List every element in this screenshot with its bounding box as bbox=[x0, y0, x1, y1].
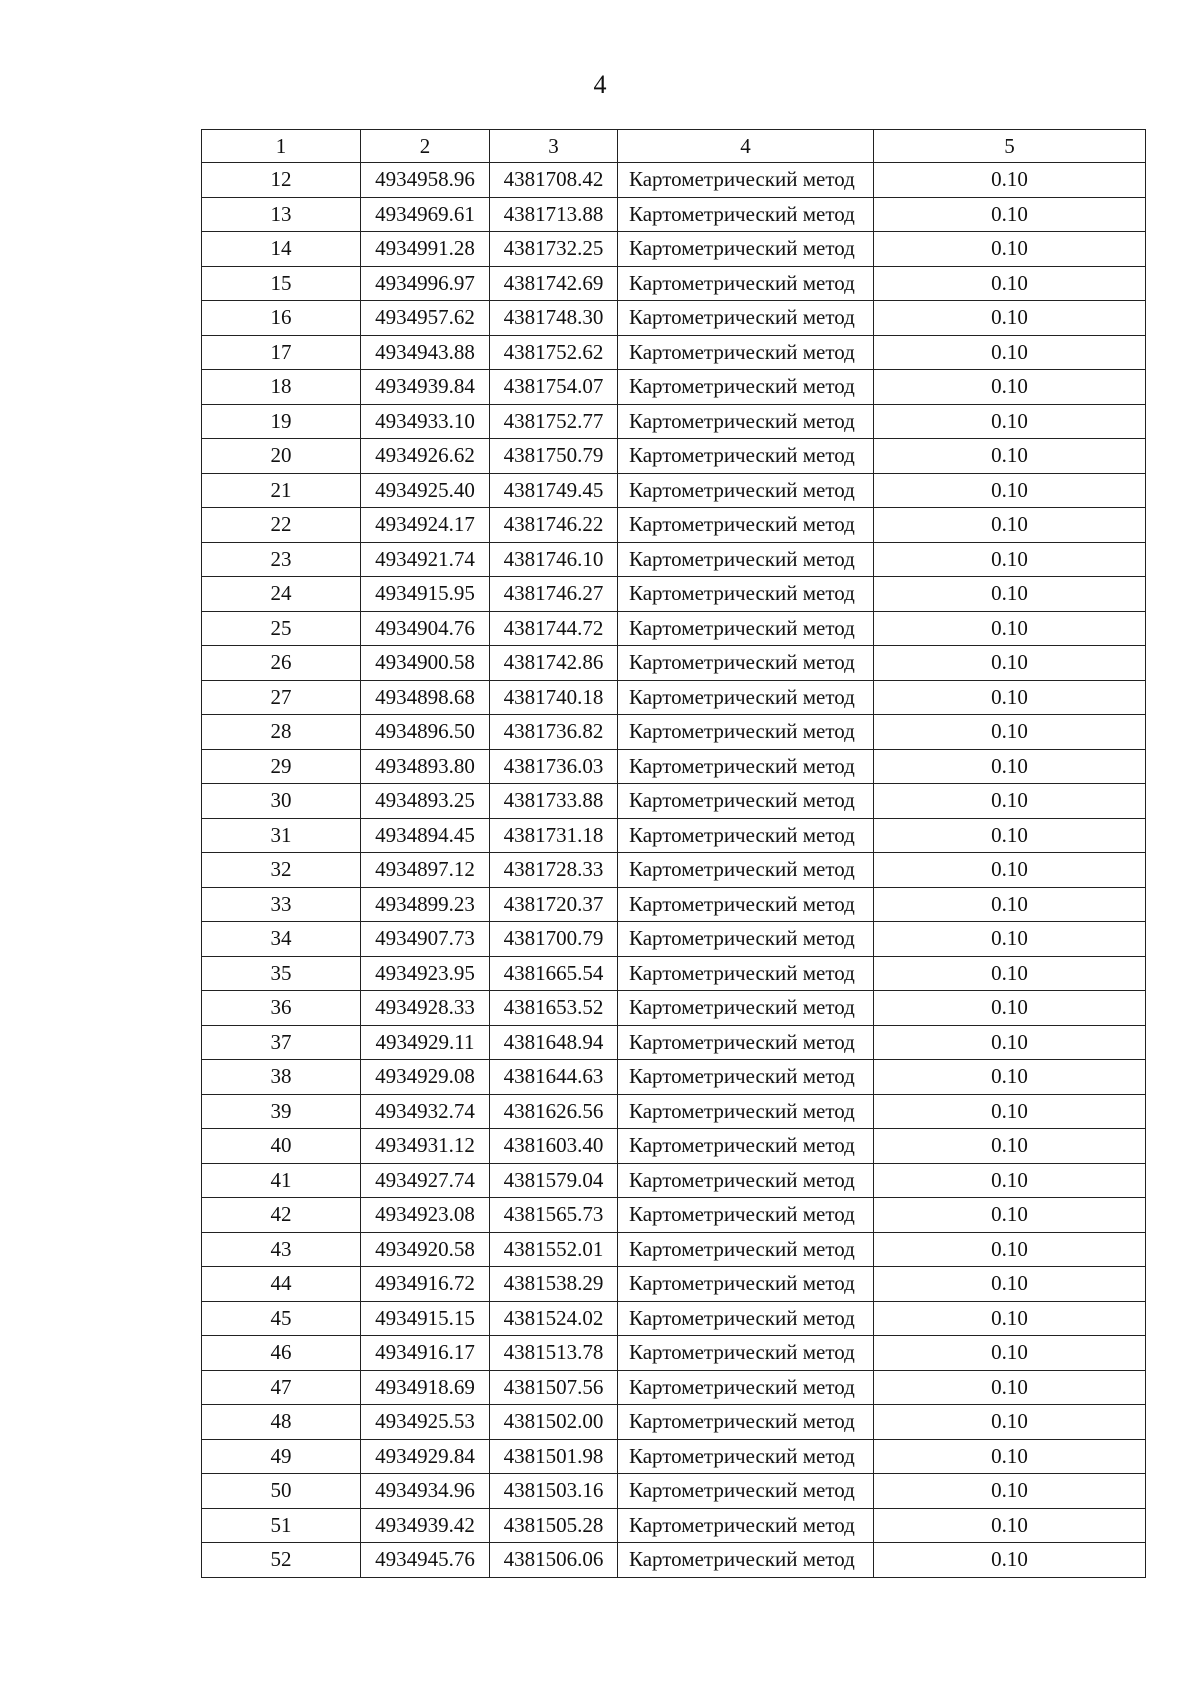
accuracy-cell: 0.10 bbox=[874, 266, 1146, 301]
y-coordinate-cell: 4381752.62 bbox=[490, 335, 618, 370]
x-coordinate-cell: 4934928.33 bbox=[361, 991, 490, 1026]
accuracy-cell: 0.10 bbox=[874, 473, 1146, 508]
accuracy-cell: 0.10 bbox=[874, 749, 1146, 784]
method-cell: Картометрический метод bbox=[618, 1060, 874, 1095]
accuracy-cell: 0.10 bbox=[874, 818, 1146, 853]
accuracy-cell: 0.10 bbox=[874, 1370, 1146, 1405]
accuracy-cell: 0.10 bbox=[874, 1267, 1146, 1302]
y-coordinate-cell: 4381503.16 bbox=[490, 1474, 618, 1509]
table-row bbox=[202, 301, 1146, 336]
y-coordinate-cell: 4381507.56 bbox=[490, 1370, 618, 1405]
method-cell: Картометрический метод bbox=[618, 473, 874, 508]
x-coordinate-cell: 4934932.74 bbox=[361, 1094, 490, 1129]
point-number-cell: 47 bbox=[202, 1370, 361, 1405]
accuracy-cell: 0.10 bbox=[874, 577, 1146, 612]
x-coordinate-cell: 4934896.50 bbox=[361, 715, 490, 750]
method-cell: Картометрический метод bbox=[618, 1232, 874, 1267]
method-cell: Картометрический метод bbox=[618, 1025, 874, 1060]
coordinates-table bbox=[201, 129, 1146, 1578]
method-cell: Картометрический метод bbox=[618, 1543, 874, 1578]
y-coordinate-cell: 4381700.79 bbox=[490, 922, 618, 957]
method-cell: Картометрический метод bbox=[618, 715, 874, 750]
y-coordinate-cell: 4381744.72 bbox=[490, 611, 618, 646]
y-coordinate-cell: 4381746.10 bbox=[490, 542, 618, 577]
x-coordinate-cell: 4934929.84 bbox=[361, 1439, 490, 1474]
y-coordinate-cell: 4381665.54 bbox=[490, 956, 618, 991]
point-number-cell: 38 bbox=[202, 1060, 361, 1095]
method-cell: Картометрический метод bbox=[618, 818, 874, 853]
method-cell: Картометрический метод bbox=[618, 370, 874, 405]
accuracy-cell: 0.10 bbox=[874, 439, 1146, 474]
method-cell: Картометрический метод bbox=[618, 1198, 874, 1233]
point-number-cell: 44 bbox=[202, 1267, 361, 1302]
x-coordinate-cell: 4934918.69 bbox=[361, 1370, 490, 1405]
y-coordinate-cell: 4381731.18 bbox=[490, 818, 618, 853]
table-row bbox=[202, 1405, 1146, 1440]
table-row bbox=[202, 1163, 1146, 1198]
point-number-cell: 51 bbox=[202, 1508, 361, 1543]
column-header-4: 4 bbox=[618, 130, 874, 163]
x-coordinate-cell: 4934991.28 bbox=[361, 232, 490, 267]
method-cell: Картометрический метод bbox=[618, 611, 874, 646]
point-number-cell: 14 bbox=[202, 232, 361, 267]
point-number-cell: 27 bbox=[202, 680, 361, 715]
point-number-cell: 12 bbox=[202, 163, 361, 198]
point-number-cell: 31 bbox=[202, 818, 361, 853]
column-header-2: 2 bbox=[361, 130, 490, 163]
x-coordinate-cell: 4934921.74 bbox=[361, 542, 490, 577]
table-row bbox=[202, 680, 1146, 715]
accuracy-cell: 0.10 bbox=[874, 922, 1146, 957]
method-cell: Картометрический метод bbox=[618, 232, 874, 267]
x-coordinate-cell: 4934925.53 bbox=[361, 1405, 490, 1440]
point-number-cell: 22 bbox=[202, 508, 361, 543]
table-row bbox=[202, 887, 1146, 922]
point-number-cell: 15 bbox=[202, 266, 361, 301]
table-row bbox=[202, 266, 1146, 301]
accuracy-cell: 0.10 bbox=[874, 542, 1146, 577]
x-coordinate-cell: 4934933.10 bbox=[361, 404, 490, 439]
accuracy-cell: 0.10 bbox=[874, 404, 1146, 439]
table-row bbox=[202, 784, 1146, 819]
y-coordinate-cell: 4381736.03 bbox=[490, 749, 618, 784]
table-row bbox=[202, 646, 1146, 681]
y-coordinate-cell: 4381603.40 bbox=[490, 1129, 618, 1164]
table-row bbox=[202, 749, 1146, 784]
table-row bbox=[202, 991, 1146, 1026]
x-coordinate-cell: 4934904.76 bbox=[361, 611, 490, 646]
table-row bbox=[202, 1336, 1146, 1371]
table-row bbox=[202, 1232, 1146, 1267]
accuracy-cell: 0.10 bbox=[874, 1129, 1146, 1164]
method-cell: Картометрический метод bbox=[618, 266, 874, 301]
method-cell: Картометрический метод bbox=[618, 163, 874, 198]
method-cell: Картометрический метод bbox=[618, 1474, 874, 1509]
point-number-cell: 42 bbox=[202, 1198, 361, 1233]
y-coordinate-cell: 4381653.52 bbox=[490, 991, 618, 1026]
point-number-cell: 35 bbox=[202, 956, 361, 991]
method-cell: Картометрический метод bbox=[618, 749, 874, 784]
table-row bbox=[202, 1439, 1146, 1474]
x-coordinate-cell: 4934939.84 bbox=[361, 370, 490, 405]
x-coordinate-cell: 4934899.23 bbox=[361, 887, 490, 922]
y-coordinate-cell: 4381648.94 bbox=[490, 1025, 618, 1060]
y-coordinate-cell: 4381750.79 bbox=[490, 439, 618, 474]
x-coordinate-cell: 4934924.17 bbox=[361, 508, 490, 543]
x-coordinate-cell: 4934920.58 bbox=[361, 1232, 490, 1267]
point-number-cell: 17 bbox=[202, 335, 361, 370]
accuracy-cell: 0.10 bbox=[874, 1508, 1146, 1543]
point-number-cell: 46 bbox=[202, 1336, 361, 1371]
y-coordinate-cell: 4381524.02 bbox=[490, 1301, 618, 1336]
accuracy-cell: 0.10 bbox=[874, 508, 1146, 543]
y-coordinate-cell: 4381742.86 bbox=[490, 646, 618, 681]
method-cell: Картометрический метод bbox=[618, 1508, 874, 1543]
method-cell: Картометрический метод bbox=[618, 853, 874, 888]
accuracy-cell: 0.10 bbox=[874, 646, 1146, 681]
y-coordinate-cell: 4381502.00 bbox=[490, 1405, 618, 1440]
y-coordinate-cell: 4381708.42 bbox=[490, 163, 618, 198]
method-cell: Картометрический метод bbox=[618, 508, 874, 543]
table-header-row bbox=[202, 130, 1146, 163]
x-coordinate-cell: 4934958.96 bbox=[361, 163, 490, 198]
point-number-cell: 26 bbox=[202, 646, 361, 681]
y-coordinate-cell: 4381538.29 bbox=[490, 1267, 618, 1302]
accuracy-cell: 0.10 bbox=[874, 956, 1146, 991]
method-cell: Картометрический метод bbox=[618, 1267, 874, 1302]
accuracy-cell: 0.10 bbox=[874, 301, 1146, 336]
table-row bbox=[202, 1370, 1146, 1405]
method-cell: Картометрический метод bbox=[618, 887, 874, 922]
x-coordinate-cell: 4934916.17 bbox=[361, 1336, 490, 1371]
table-row bbox=[202, 163, 1146, 198]
method-cell: Картометрический метод bbox=[618, 1439, 874, 1474]
method-cell: Картометрический метод bbox=[618, 1336, 874, 1371]
point-number-cell: 34 bbox=[202, 922, 361, 957]
y-coordinate-cell: 4381732.25 bbox=[490, 232, 618, 267]
accuracy-cell: 0.10 bbox=[874, 335, 1146, 370]
x-coordinate-cell: 4934898.68 bbox=[361, 680, 490, 715]
method-cell: Картометрический метод bbox=[618, 404, 874, 439]
accuracy-cell: 0.10 bbox=[874, 1163, 1146, 1198]
point-number-cell: 40 bbox=[202, 1129, 361, 1164]
x-coordinate-cell: 4934926.62 bbox=[361, 439, 490, 474]
accuracy-cell: 0.10 bbox=[874, 163, 1146, 198]
table-row bbox=[202, 1094, 1146, 1129]
method-cell: Картометрический метод bbox=[618, 197, 874, 232]
method-cell: Картометрический метод bbox=[618, 301, 874, 336]
point-number-cell: 16 bbox=[202, 301, 361, 336]
table-row bbox=[202, 439, 1146, 474]
point-number-cell: 25 bbox=[202, 611, 361, 646]
y-coordinate-cell: 4381746.27 bbox=[490, 577, 618, 612]
x-coordinate-cell: 4934900.58 bbox=[361, 646, 490, 681]
accuracy-cell: 0.10 bbox=[874, 1232, 1146, 1267]
y-coordinate-cell: 4381720.37 bbox=[490, 887, 618, 922]
table-row bbox=[202, 922, 1146, 957]
table-row bbox=[202, 577, 1146, 612]
table-row bbox=[202, 715, 1146, 750]
table-row bbox=[202, 404, 1146, 439]
table-row bbox=[202, 1129, 1146, 1164]
y-coordinate-cell: 4381644.63 bbox=[490, 1060, 618, 1095]
x-coordinate-cell: 4934915.95 bbox=[361, 577, 490, 612]
table-row bbox=[202, 818, 1146, 853]
y-coordinate-cell: 4381552.01 bbox=[490, 1232, 618, 1267]
point-number-cell: 39 bbox=[202, 1094, 361, 1129]
x-coordinate-cell: 4934893.80 bbox=[361, 749, 490, 784]
x-coordinate-cell: 4934894.45 bbox=[361, 818, 490, 853]
x-coordinate-cell: 4934916.72 bbox=[361, 1267, 490, 1302]
x-coordinate-cell: 4934931.12 bbox=[361, 1129, 490, 1164]
method-cell: Картометрический метод bbox=[618, 680, 874, 715]
accuracy-cell: 0.10 bbox=[874, 680, 1146, 715]
accuracy-cell: 0.10 bbox=[874, 1543, 1146, 1578]
y-coordinate-cell: 4381733.88 bbox=[490, 784, 618, 819]
y-coordinate-cell: 4381749.45 bbox=[490, 473, 618, 508]
method-cell: Картометрический метод bbox=[618, 1405, 874, 1440]
y-coordinate-cell: 4381713.88 bbox=[490, 197, 618, 232]
accuracy-cell: 0.10 bbox=[874, 1060, 1146, 1095]
accuracy-cell: 0.10 bbox=[874, 715, 1146, 750]
method-cell: Картометрический метод bbox=[618, 335, 874, 370]
x-coordinate-cell: 4934934.96 bbox=[361, 1474, 490, 1509]
accuracy-cell: 0.10 bbox=[874, 197, 1146, 232]
y-coordinate-cell: 4381736.82 bbox=[490, 715, 618, 750]
table-row bbox=[202, 370, 1146, 405]
point-number-cell: 33 bbox=[202, 887, 361, 922]
method-cell: Картометрический метод bbox=[618, 1370, 874, 1405]
y-coordinate-cell: 4381748.30 bbox=[490, 301, 618, 336]
table-row bbox=[202, 197, 1146, 232]
point-number-cell: 18 bbox=[202, 370, 361, 405]
x-coordinate-cell: 4934923.95 bbox=[361, 956, 490, 991]
x-coordinate-cell: 4934957.62 bbox=[361, 301, 490, 336]
table-row bbox=[202, 542, 1146, 577]
column-header-3: 3 bbox=[490, 130, 618, 163]
point-number-cell: 50 bbox=[202, 1474, 361, 1509]
accuracy-cell: 0.10 bbox=[874, 853, 1146, 888]
y-coordinate-cell: 4381513.78 bbox=[490, 1336, 618, 1371]
x-coordinate-cell: 4934915.15 bbox=[361, 1301, 490, 1336]
point-number-cell: 49 bbox=[202, 1439, 361, 1474]
accuracy-cell: 0.10 bbox=[874, 1439, 1146, 1474]
x-coordinate-cell: 4934945.76 bbox=[361, 1543, 490, 1578]
method-cell: Картометрический метод bbox=[618, 991, 874, 1026]
point-number-cell: 20 bbox=[202, 439, 361, 474]
column-header-5: 5 bbox=[874, 130, 1146, 163]
table-row bbox=[202, 1301, 1146, 1336]
point-number-cell: 29 bbox=[202, 749, 361, 784]
method-cell: Картометрический метод bbox=[618, 956, 874, 991]
y-coordinate-cell: 4381754.07 bbox=[490, 370, 618, 405]
table-row bbox=[202, 1198, 1146, 1233]
x-coordinate-cell: 4934893.25 bbox=[361, 784, 490, 819]
x-coordinate-cell: 4934996.97 bbox=[361, 266, 490, 301]
method-cell: Картометрический метод bbox=[618, 1129, 874, 1164]
point-number-cell: 32 bbox=[202, 853, 361, 888]
page-number: 4 bbox=[593, 70, 607, 99]
y-coordinate-cell: 4381740.18 bbox=[490, 680, 618, 715]
x-coordinate-cell: 4934897.12 bbox=[361, 853, 490, 888]
point-number-cell: 24 bbox=[202, 577, 361, 612]
accuracy-cell: 0.10 bbox=[874, 1198, 1146, 1233]
y-coordinate-cell: 4381626.56 bbox=[490, 1094, 618, 1129]
point-number-cell: 21 bbox=[202, 473, 361, 508]
point-number-cell: 30 bbox=[202, 784, 361, 819]
x-coordinate-cell: 4934929.11 bbox=[361, 1025, 490, 1060]
point-number-cell: 41 bbox=[202, 1163, 361, 1198]
method-cell: Картометрический метод bbox=[618, 1163, 874, 1198]
point-number-cell: 28 bbox=[202, 715, 361, 750]
table-row bbox=[202, 1543, 1146, 1578]
x-coordinate-cell: 4934927.74 bbox=[361, 1163, 490, 1198]
point-number-cell: 36 bbox=[202, 991, 361, 1026]
accuracy-cell: 0.10 bbox=[874, 1336, 1146, 1371]
table-row bbox=[202, 508, 1146, 543]
method-cell: Картометрический метод bbox=[618, 542, 874, 577]
x-coordinate-cell: 4934943.88 bbox=[361, 335, 490, 370]
method-cell: Картометрический метод bbox=[618, 646, 874, 681]
point-number-cell: 13 bbox=[202, 197, 361, 232]
accuracy-cell: 0.10 bbox=[874, 991, 1146, 1026]
point-number-cell: 48 bbox=[202, 1405, 361, 1440]
table-row bbox=[202, 232, 1146, 267]
x-coordinate-cell: 4934925.40 bbox=[361, 473, 490, 508]
table-row bbox=[202, 853, 1146, 888]
table-row bbox=[202, 956, 1146, 991]
table-row bbox=[202, 611, 1146, 646]
y-coordinate-cell: 4381579.04 bbox=[490, 1163, 618, 1198]
table-row bbox=[202, 473, 1146, 508]
point-number-cell: 52 bbox=[202, 1543, 361, 1578]
accuracy-cell: 0.10 bbox=[874, 1094, 1146, 1129]
method-cell: Картометрический метод bbox=[618, 577, 874, 612]
table-row bbox=[202, 1060, 1146, 1095]
x-coordinate-cell: 4934939.42 bbox=[361, 1508, 490, 1543]
accuracy-cell: 0.10 bbox=[874, 232, 1146, 267]
table-row bbox=[202, 1267, 1146, 1302]
accuracy-cell: 0.10 bbox=[874, 887, 1146, 922]
y-coordinate-cell: 4381506.06 bbox=[490, 1543, 618, 1578]
x-coordinate-cell: 4934969.61 bbox=[361, 197, 490, 232]
table-row bbox=[202, 1474, 1146, 1509]
y-coordinate-cell: 4381505.28 bbox=[490, 1508, 618, 1543]
method-cell: Картометрический метод bbox=[618, 1301, 874, 1336]
accuracy-cell: 0.10 bbox=[874, 1025, 1146, 1060]
y-coordinate-cell: 4381565.73 bbox=[490, 1198, 618, 1233]
x-coordinate-cell: 4934929.08 bbox=[361, 1060, 490, 1095]
table-row bbox=[202, 1508, 1146, 1543]
table-row bbox=[202, 335, 1146, 370]
method-cell: Картометрический метод bbox=[618, 922, 874, 957]
accuracy-cell: 0.10 bbox=[874, 370, 1146, 405]
accuracy-cell: 0.10 bbox=[874, 1301, 1146, 1336]
point-number-cell: 19 bbox=[202, 404, 361, 439]
point-number-cell: 23 bbox=[202, 542, 361, 577]
x-coordinate-cell: 4934907.73 bbox=[361, 922, 490, 957]
method-cell: Картометрический метод bbox=[618, 439, 874, 474]
accuracy-cell: 0.10 bbox=[874, 611, 1146, 646]
y-coordinate-cell: 4381746.22 bbox=[490, 508, 618, 543]
x-coordinate-cell: 4934923.08 bbox=[361, 1198, 490, 1233]
y-coordinate-cell: 4381752.77 bbox=[490, 404, 618, 439]
column-header-1: 1 bbox=[202, 130, 361, 163]
accuracy-cell: 0.10 bbox=[874, 1474, 1146, 1509]
table-row bbox=[202, 1025, 1146, 1060]
accuracy-cell: 0.10 bbox=[874, 784, 1146, 819]
method-cell: Картометрический метод bbox=[618, 1094, 874, 1129]
y-coordinate-cell: 4381501.98 bbox=[490, 1439, 618, 1474]
y-coordinate-cell: 4381742.69 bbox=[490, 266, 618, 301]
method-cell: Картометрический метод bbox=[618, 784, 874, 819]
y-coordinate-cell: 4381728.33 bbox=[490, 853, 618, 888]
point-number-cell: 45 bbox=[202, 1301, 361, 1336]
point-number-cell: 37 bbox=[202, 1025, 361, 1060]
point-number-cell: 43 bbox=[202, 1232, 361, 1267]
accuracy-cell: 0.10 bbox=[874, 1405, 1146, 1440]
